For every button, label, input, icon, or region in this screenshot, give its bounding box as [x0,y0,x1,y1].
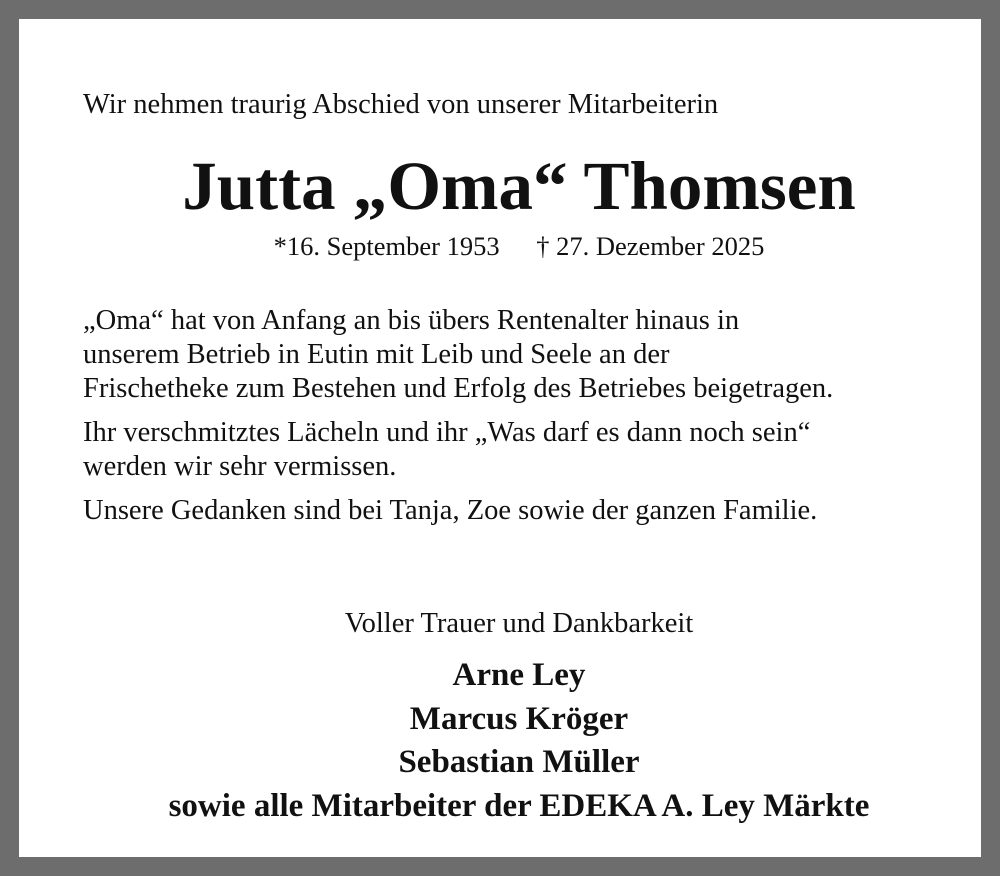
signers-list [38,654,1000,828]
signer-name: Marcus Kröger [409,700,629,737]
birth-date: *16. September 1953 [273,231,500,261]
death-date: † 27. Dezember 2025 [536,231,765,261]
paragraph-line: „Oma“ hat von Anfang an bis übers Rentenalter hinaus in [83,305,740,336]
obituary-body [83,304,983,538]
life-dates [38,230,1000,262]
paragraph-line: werden wir sehr vermissen. [83,451,397,482]
paragraph-thoughts [83,494,983,528]
signer-name: Sebastian Müller [398,744,640,780]
paragraph-line: Unsere Gedanken sind bei Tanja, Zoe sowie der ganzen Familie. [83,495,818,526]
signer-staff: sowie alle Mitarbeiter der EDEKA A. Ley Märkte [168,787,870,824]
deceased-name: Jutta „Oma“ Thomsen [182,148,856,224]
signer-name: Arne Ley [452,657,586,693]
obituary-content [38,38,1000,876]
paragraph-line: Frischetheke zum Bestehen und Erfolg des Betriebes beigetragen. [83,373,834,404]
closing-phrase: Voller Trauer und Dankbarkeit [344,608,694,639]
intro-text: Wir nehmen traurig Abschied von unserer Mitarbeiterin [83,89,719,120]
paragraph-tribute [83,304,983,406]
paragraph-line: unserem Betrieb in Eutin mit Leib und Seele an der [83,339,670,370]
paragraph-smile [83,416,983,484]
paragraph-line: Ihr verschmitztes Lächeln und ihr „Was darf es dann noch sein“ [83,417,811,448]
